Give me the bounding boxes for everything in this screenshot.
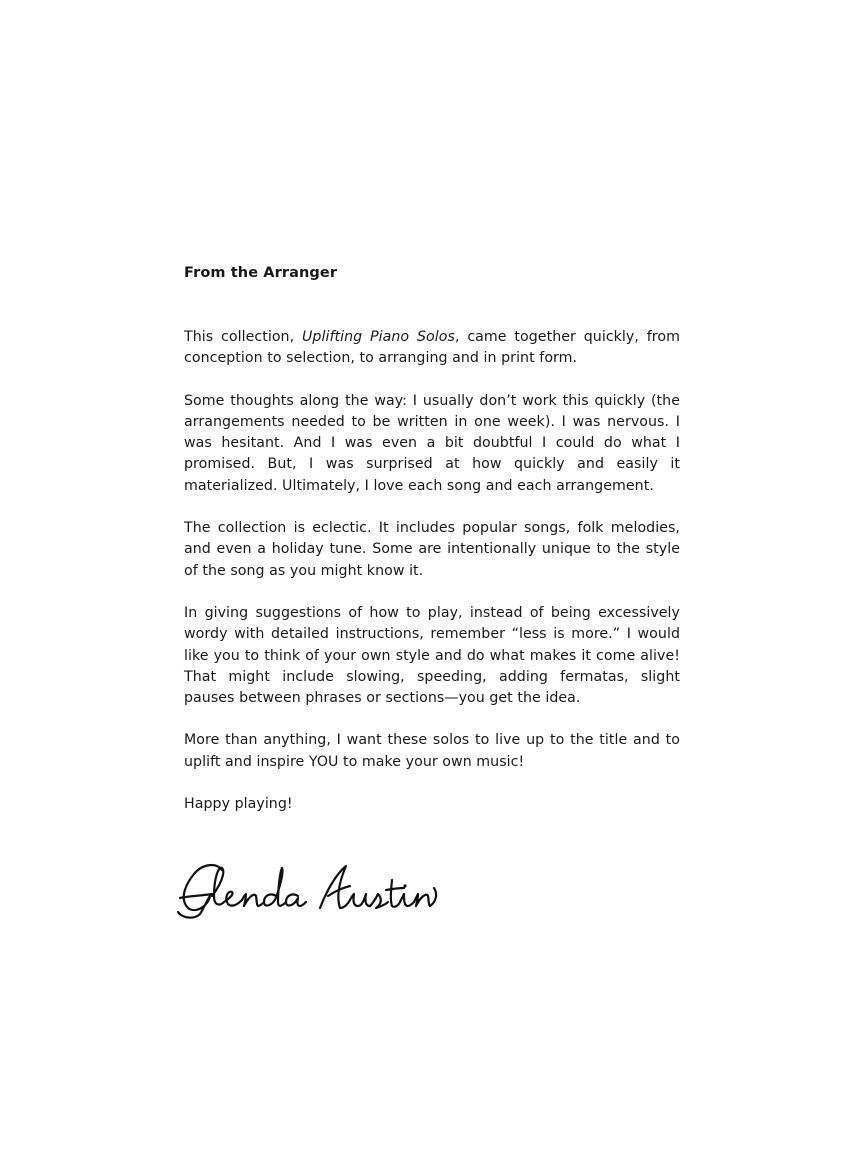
paragraph-thoughts: Some thoughts along the way: I usually don’t work this quickly (the arrangements needed to be written in one week). I was nervous. I was hesitant. And I was even a bit doubtful I could do what I promised. But, I was surprised at how quickly and easily it materialized. Ultimately, I love each song and each arrangement. [184, 392, 680, 494]
book-title: Uplifting Piano Solos [301, 329, 455, 345]
intro-paragraph [184, 327, 680, 370]
signature-graphic [160, 852, 445, 924]
paragraph-inspire: More than anything, I want these solos to live up to the title and to uplift and inspire YOU to make your own music! [184, 732, 680, 770]
handwritten-signature [160, 852, 445, 924]
signature-dot [403, 884, 406, 887]
paragraph-suggestions: In giving suggestions of how to play, instead of being excessively wordy with detailed instructions, remember “less is more.” I would like you to think of your own style and do what makes it come alive! That might include slowing, speeding, adding fermatas, slight pauses between phrases or sections—you get the idea. [184, 604, 680, 707]
section-heading: From the Arranger [184, 265, 338, 281]
intro-text-before: This collection, [184, 329, 302, 345]
letter-body [184, 327, 680, 836]
paragraph-eclectic: The collection is eclectic. It includes popular songs, folk melodies, and even a holiday tune. Some are intentionally unique to the style of the song as you might know it. [184, 520, 680, 579]
intro-text-after: , came together quickly, from conception to selection, to arranging and in print form. [184, 329, 680, 367]
closing-line: Happy playing! [184, 796, 293, 813]
